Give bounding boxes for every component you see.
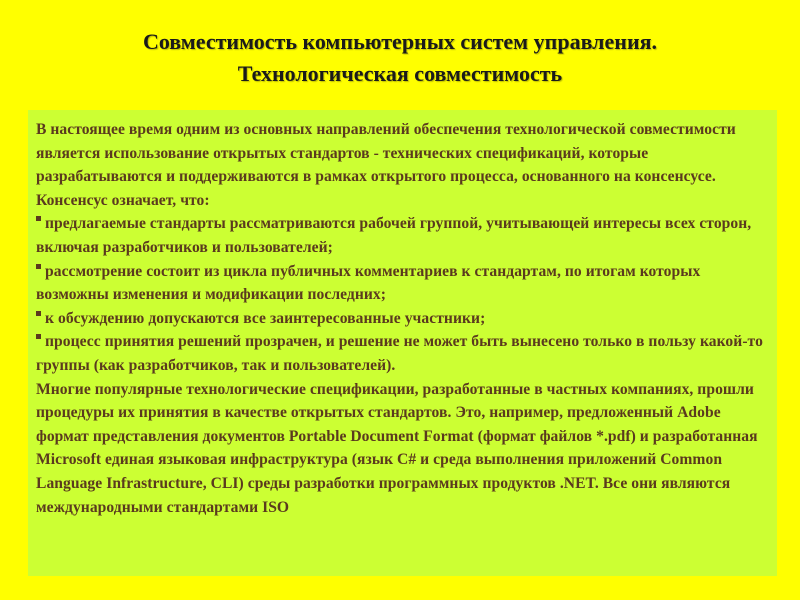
intro-paragraph: В настоящее время одним из основных направлений обеспечения технологической совместимости является использование открытых стандартов - технических спецификаций, которые разрабатываются и поддерживаются в рамках открытого процесса, основанного на консенсусе. Консенсус означает, что:	[36, 121, 736, 209]
closing-paragraph: Многие популярные технологические спецификации, разработанные в частных компаниях, прошли процедуры их принятия в качестве открытых стандартов. Это, например, предложенный Adobe формат представления документов Portable Document Format (формат файлов *.pdf) и разработанная Microsoft единая языковая инфраструктура (язык C# и среда выполнения приложений Common Language Infrastructure, CLI) среды разработки программных продуктов .NET. Все они являются международными стандартами ISO	[36, 380, 758, 516]
bullet-text: процесс принятия решений прозрачен, и решение не может быть вынесено только в пользу какой-то группы (как разработчиков, так и пользователей).	[36, 333, 763, 374]
slide-title	[0, 26, 800, 90]
bullet-text: предлагаемые стандарты рассматриваются рабочей группой, учитывающей интересы всех сторон, включая разработчиков и пользователей;	[36, 215, 752, 256]
bullet-item	[36, 307, 767, 331]
bullet-text: рассмотрение состоит из цикла публичных комментариев к стандартам, по итогам которых возможны изменения и модификации последних;	[36, 262, 701, 304]
content-box	[28, 110, 777, 576]
square-bullet-icon	[36, 311, 41, 316]
slide-title-line-1: Совместимость компьютерных систем управления.	[142, 29, 658, 54]
bullet-item	[36, 260, 767, 307]
slide-title-line-2: Технологическая совместимость	[237, 61, 563, 86]
bullet-item	[36, 330, 767, 377]
square-bullet-icon	[36, 216, 41, 221]
bullet-item	[36, 212, 767, 259]
square-bullet-icon	[36, 334, 41, 339]
bullet-text: к обсуждению допускаются все заинтересованные участники;	[45, 309, 486, 327]
square-bullet-icon	[36, 264, 41, 269]
